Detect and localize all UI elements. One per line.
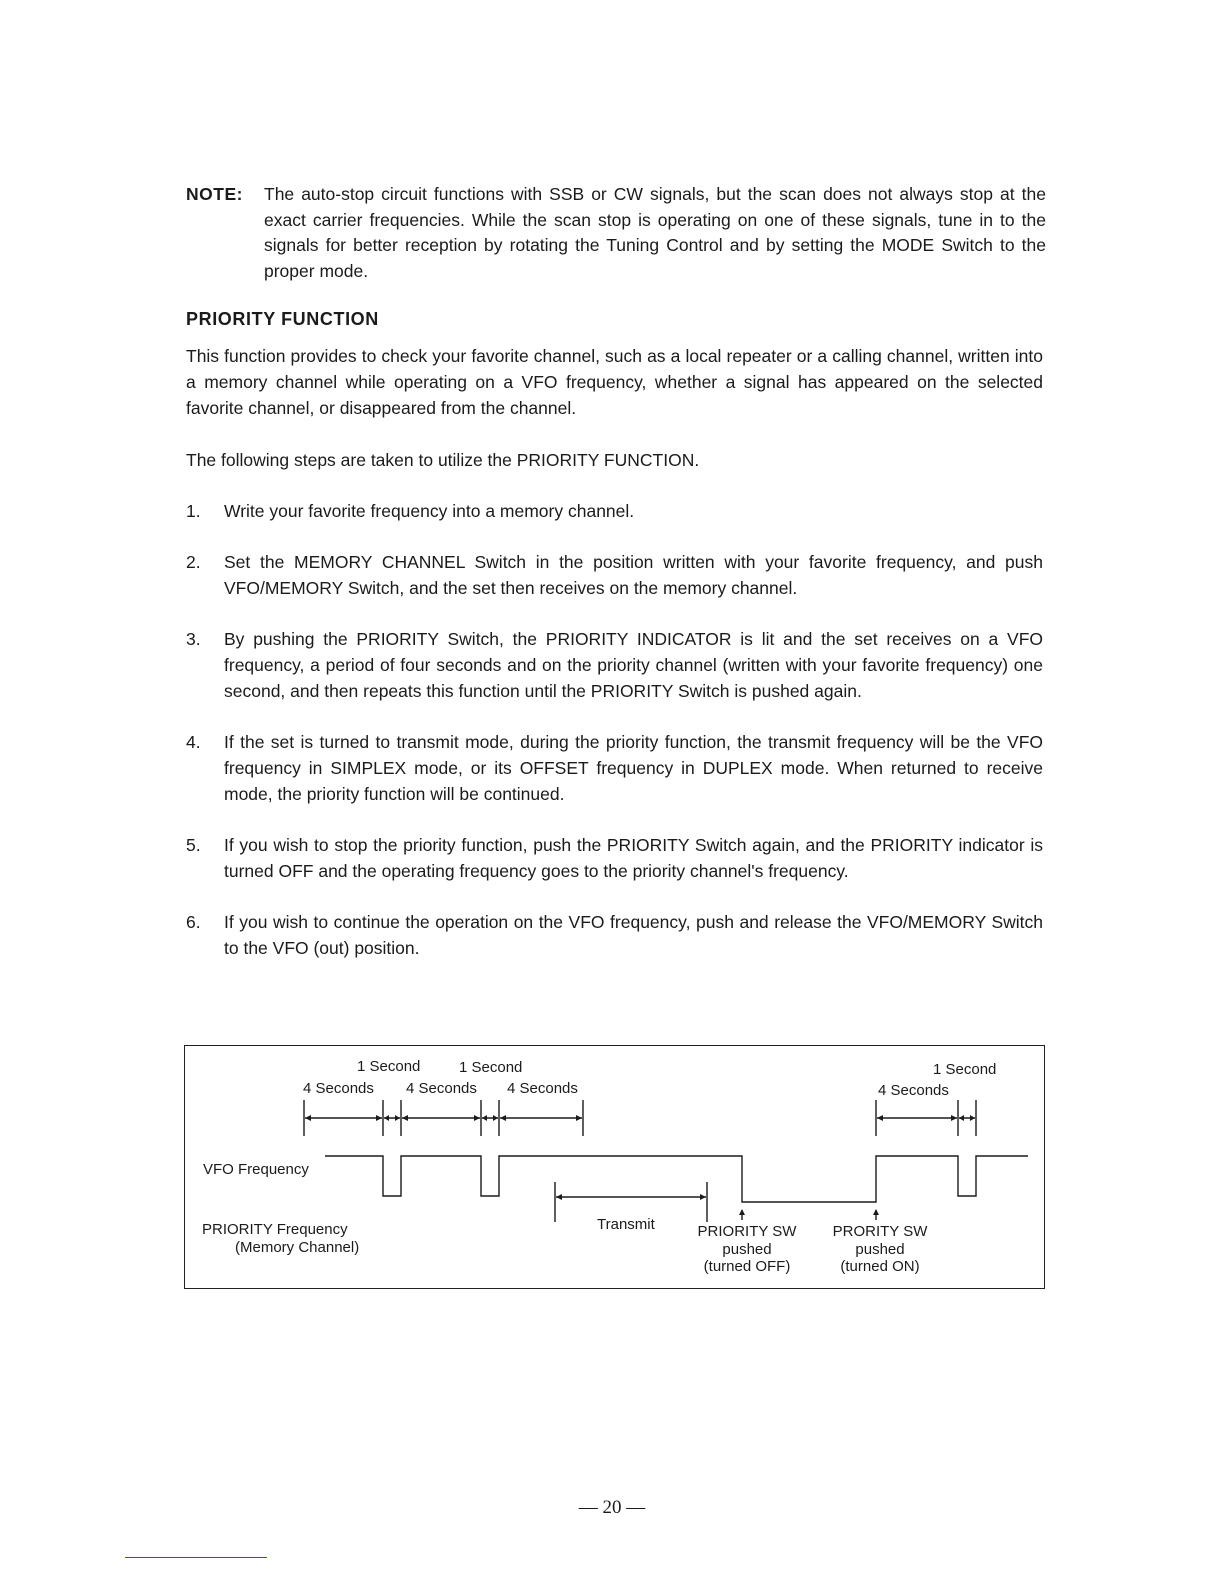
transmit-label: Transmit [597, 1216, 655, 1233]
vfo-frequency-label: VFO Frequency [203, 1161, 309, 1178]
footer-rule [125, 1557, 267, 1558]
list-item [186, 832, 1043, 884]
list-item [186, 626, 1043, 704]
priority-sw-on-line-1: PRORITY SW [832, 1223, 928, 1240]
list-item [186, 498, 1043, 524]
four-seconds-label-2: 4 Seconds [406, 1080, 477, 1097]
one-second-label-3: 1 Second [933, 1061, 997, 1078]
priority-sw-off-line-3: (turned OFF) [703, 1258, 791, 1275]
lead-paragraph: The following steps are taken to utilize the PRIORITY FUNCTION. [186, 450, 700, 470]
step-number: 5. [186, 835, 201, 855]
intro-paragraph: This function provides to check your favorite channel, such as a local repeater or a calling channel, written into a memory channel while operating on a VFO frequency, whether a signal has appeared on the selected favorite channel, or disappeared from the channel. [186, 346, 1043, 418]
step-number: 2. [186, 552, 201, 572]
step-text: By pushing the PRIORITY Switch, the PRIORITY INDICATOR is lit and the set receives on a VFO frequency, a period of four seconds and on the priority channel (written with your favorite frequency) one second, and then repeats this function until the PRIORITY Switch is pushed again. [224, 629, 1043, 701]
note-label: NOTE: [186, 184, 243, 204]
one-second-label-1: 1 Second [357, 1058, 421, 1075]
priority-frequency-label: PRIORITY Frequency [202, 1221, 348, 1238]
step-number: 4. [186, 732, 201, 752]
priority-sw-on-line-2: pushed [855, 1241, 905, 1258]
step-number: 3. [186, 629, 201, 649]
section-heading: PRIORITY FUNCTION [186, 309, 379, 329]
page-number: — 20 — [578, 1497, 646, 1518]
list-item [186, 729, 1043, 807]
step-number: 6. [186, 912, 201, 932]
step-text: Set the MEMORY CHANNEL Switch in the position written with your favorite frequency, and push VFO/MEMORY Switch, and the set then receives on the memory channel. [224, 552, 1043, 598]
list-item [186, 549, 1043, 601]
step-text: If the set is turned to transmit mode, during the priority function, the transmit frequency will be the VFO frequency in SIMPLEX mode, or its OFFSET frequency in DUPLEX mode. When returned to receive mode, the priority function will be continued. [224, 732, 1043, 804]
step-number: 1. [186, 501, 201, 521]
four-seconds-label-3: 4 Seconds [507, 1080, 578, 1097]
four-seconds-label-4: 4 Seconds [878, 1082, 949, 1099]
steps-list [186, 498, 1043, 986]
step-text: If you wish to stop the priority function, push the PRIORITY Switch again, and the PRIORITY indicator is turned OFF and the operating frequency goes to the priority channel's frequency. [224, 835, 1043, 881]
note-block [186, 182, 1046, 284]
arrow-heads-switch [739, 1209, 879, 1215]
list-item [186, 909, 1043, 961]
one-second-label-2: 1 Second [459, 1059, 523, 1076]
priority-sw-off-line-1: PRIORITY SW [697, 1223, 797, 1240]
priority-sw-on-line-3: (turned ON) [840, 1258, 920, 1275]
priority-sw-off-line-2: pushed [722, 1241, 772, 1258]
memory-channel-label: (Memory Channel) [235, 1239, 360, 1256]
vfo-waveform [325, 1156, 1028, 1202]
four-seconds-label-1: 4 Seconds [303, 1080, 374, 1097]
note-text: The auto-stop circuit functions with SSB or CW signals, but the scan does not always stop at the exact carrier frequencies. While the scan stop is operating on one of these signals, tune in to the signals for better reception by rotating the Tuning Control and by setting the MODE Switch to the proper mode. [264, 184, 1046, 281]
switch-pointers [742, 1210, 876, 1220]
step-text: Write your favorite frequency into a memory channel. [224, 501, 635, 521]
priority-timing-diagram [184, 1045, 1045, 1289]
step-text: If you wish to continue the operation on the VFO frequency, push and release the VFO/MEMORY Switch to the VFO (out) position. [224, 912, 1043, 958]
